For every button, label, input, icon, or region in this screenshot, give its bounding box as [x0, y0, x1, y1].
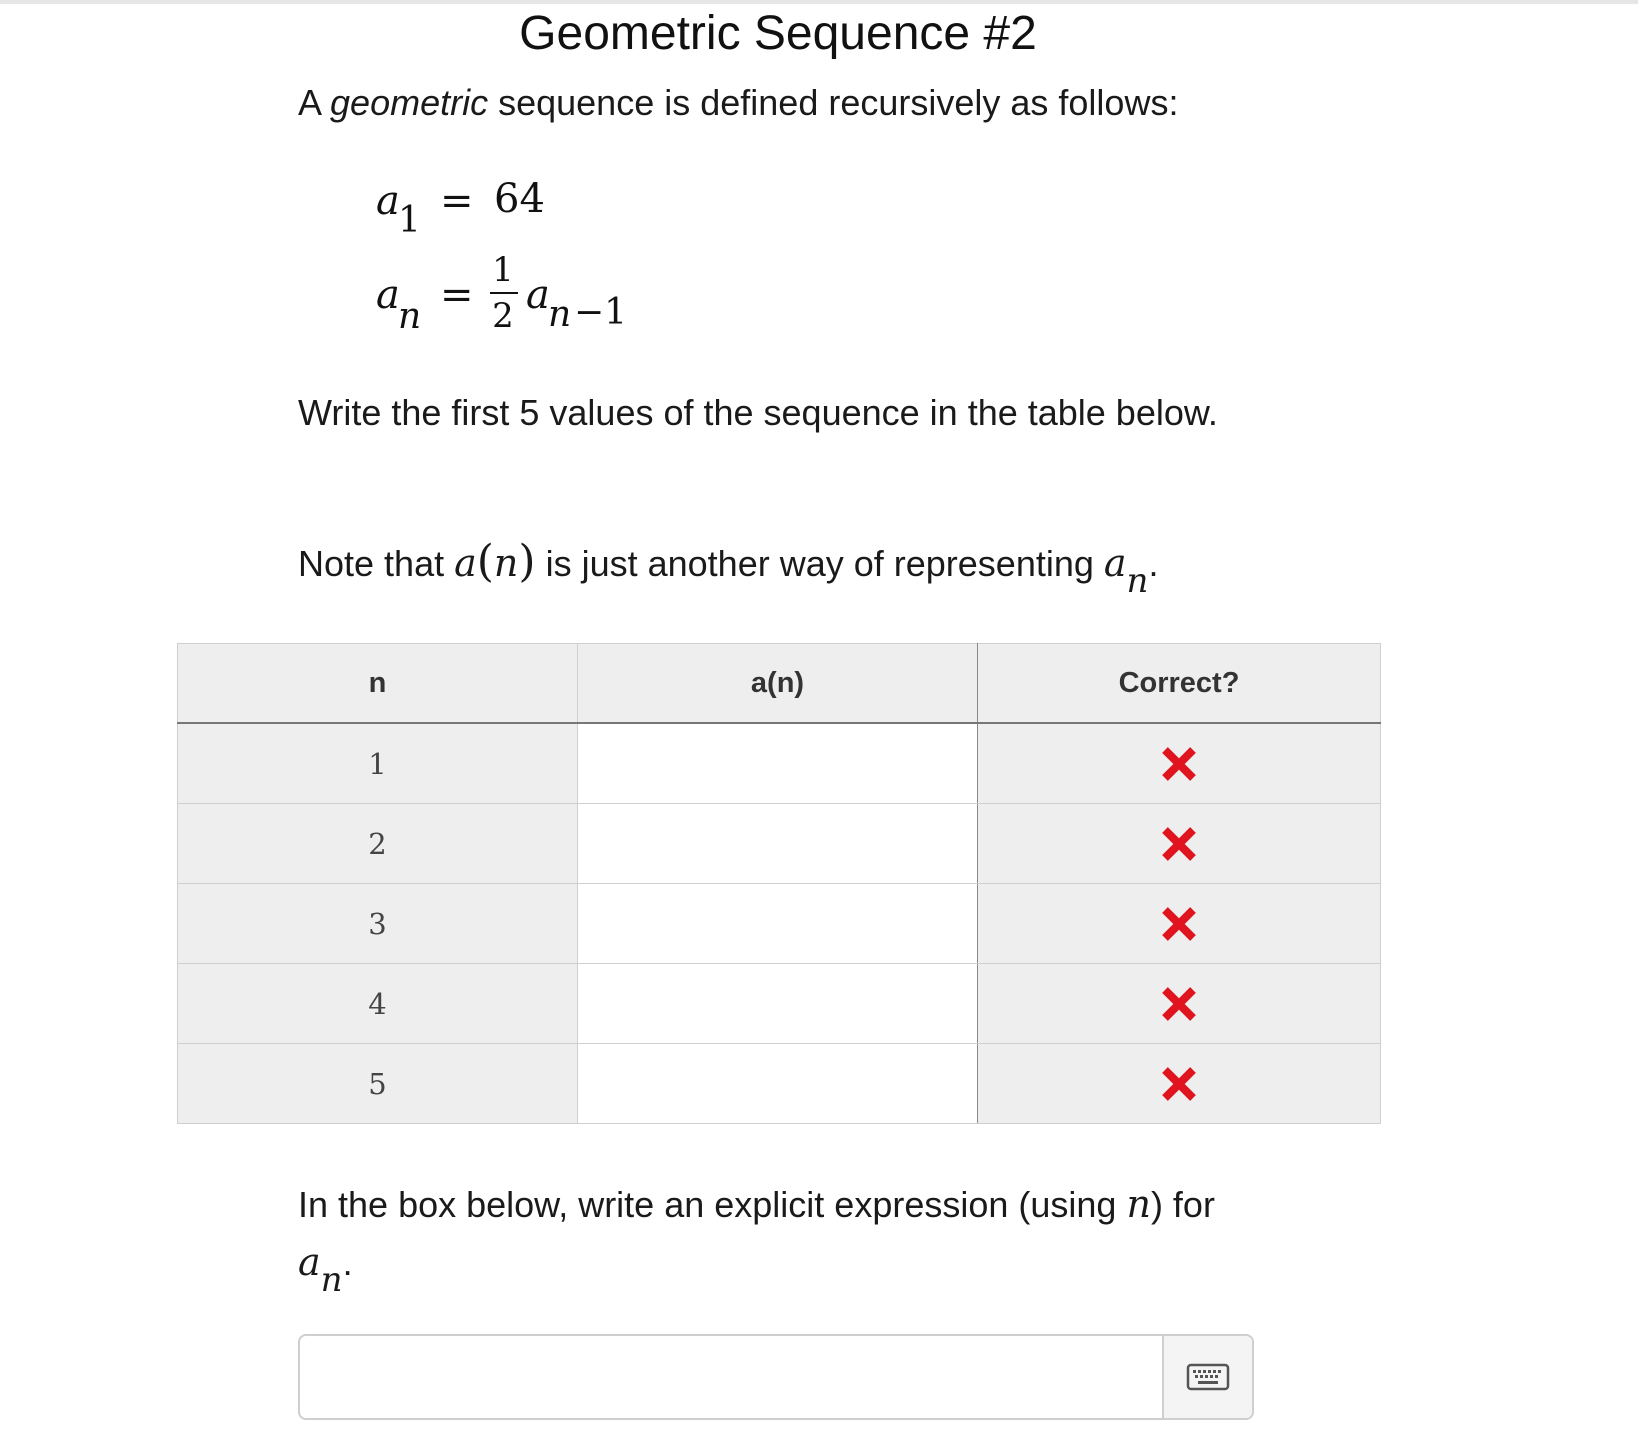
- keyboard-icon: [1186, 1362, 1230, 1392]
- def1-rhs: 64: [494, 176, 545, 222]
- an-input[interactable]: [578, 964, 977, 1043]
- table-row: [178, 804, 1381, 884]
- header-n: n: [178, 644, 578, 724]
- sequence-table: [177, 643, 1381, 1124]
- fraction-numerator: 1: [492, 250, 514, 290]
- correct-cell: [978, 723, 1381, 804]
- table-row: [178, 964, 1381, 1044]
- explicit-answer-input[interactable]: [308, 1344, 1162, 1412]
- an-input[interactable]: [578, 884, 977, 963]
- table-row: [178, 723, 1381, 804]
- incorrect-x-icon: [1159, 904, 1199, 944]
- header-an: a(n): [578, 644, 978, 724]
- an-input[interactable]: [578, 724, 977, 803]
- an-input-cell[interactable]: [578, 1044, 978, 1124]
- incorrect-x-icon: [1159, 1064, 1199, 1104]
- def2-rhs-sub: n: [548, 294, 572, 335]
- table-row: [178, 1044, 1381, 1124]
- an-input[interactable]: [578, 804, 977, 883]
- n-cell: 5: [178, 1044, 578, 1124]
- keyboard-button[interactable]: [1162, 1336, 1252, 1418]
- fraction-bar: [490, 292, 518, 294]
- intro-emphasis: geometric: [330, 82, 489, 123]
- correct-cell: [978, 1044, 1381, 1124]
- an-input-cell[interactable]: [578, 884, 978, 964]
- def1-lhs-var: a: [376, 178, 400, 224]
- table-header-row: [178, 644, 1381, 724]
- top-divider: [0, 0, 1638, 4]
- correct-cell: [978, 964, 1381, 1044]
- incorrect-x-icon: [1159, 744, 1199, 784]
- n-cell: 2: [178, 804, 578, 884]
- explicit-prompt-line-1: In the box below, write an explicit expression (using n) for: [298, 1182, 1215, 1226]
- def1-equals: =: [440, 178, 474, 224]
- incorrect-x-icon: [1159, 824, 1199, 864]
- def2-lhs-var: a: [376, 272, 400, 318]
- def1-lhs-sub: 1: [398, 200, 421, 241]
- incorrect-x-icon: [1159, 984, 1199, 1024]
- n-cell: 3: [178, 884, 578, 964]
- explicit-prompt-line-2: $a_n$.: [298, 1240, 353, 1300]
- header-correct: Correct?: [978, 644, 1381, 724]
- page-title: Geometric Sequence #2: [519, 7, 1037, 60]
- fraction-denominator: 2: [492, 296, 514, 336]
- n-cell: 1: [178, 723, 578, 804]
- def2-rhs-var: a: [526, 272, 550, 318]
- explicit-answer-box[interactable]: [298, 1334, 1254, 1420]
- def2-lhs-sub: n: [398, 296, 422, 337]
- intro-text: A geometric sequence is defined recursively as follows:: [298, 82, 1179, 123]
- def2-rhs-sub-tail: −1: [574, 292, 628, 333]
- note-text: Note that a(n) is just another way of representing $a_n$.: [298, 536, 1159, 601]
- an-input[interactable]: [578, 1044, 977, 1123]
- table-row: [178, 884, 1381, 964]
- an-input-cell[interactable]: [578, 964, 978, 1044]
- an-input-cell[interactable]: [578, 804, 978, 884]
- def2-equals: =: [440, 272, 474, 318]
- correct-cell: [978, 884, 1381, 964]
- an-input-cell[interactable]: [578, 723, 978, 804]
- correct-cell: [978, 804, 1381, 884]
- n-cell: 4: [178, 964, 578, 1044]
- instruction-text: Write the first 5 values of the sequence in the table below.: [298, 392, 1218, 433]
